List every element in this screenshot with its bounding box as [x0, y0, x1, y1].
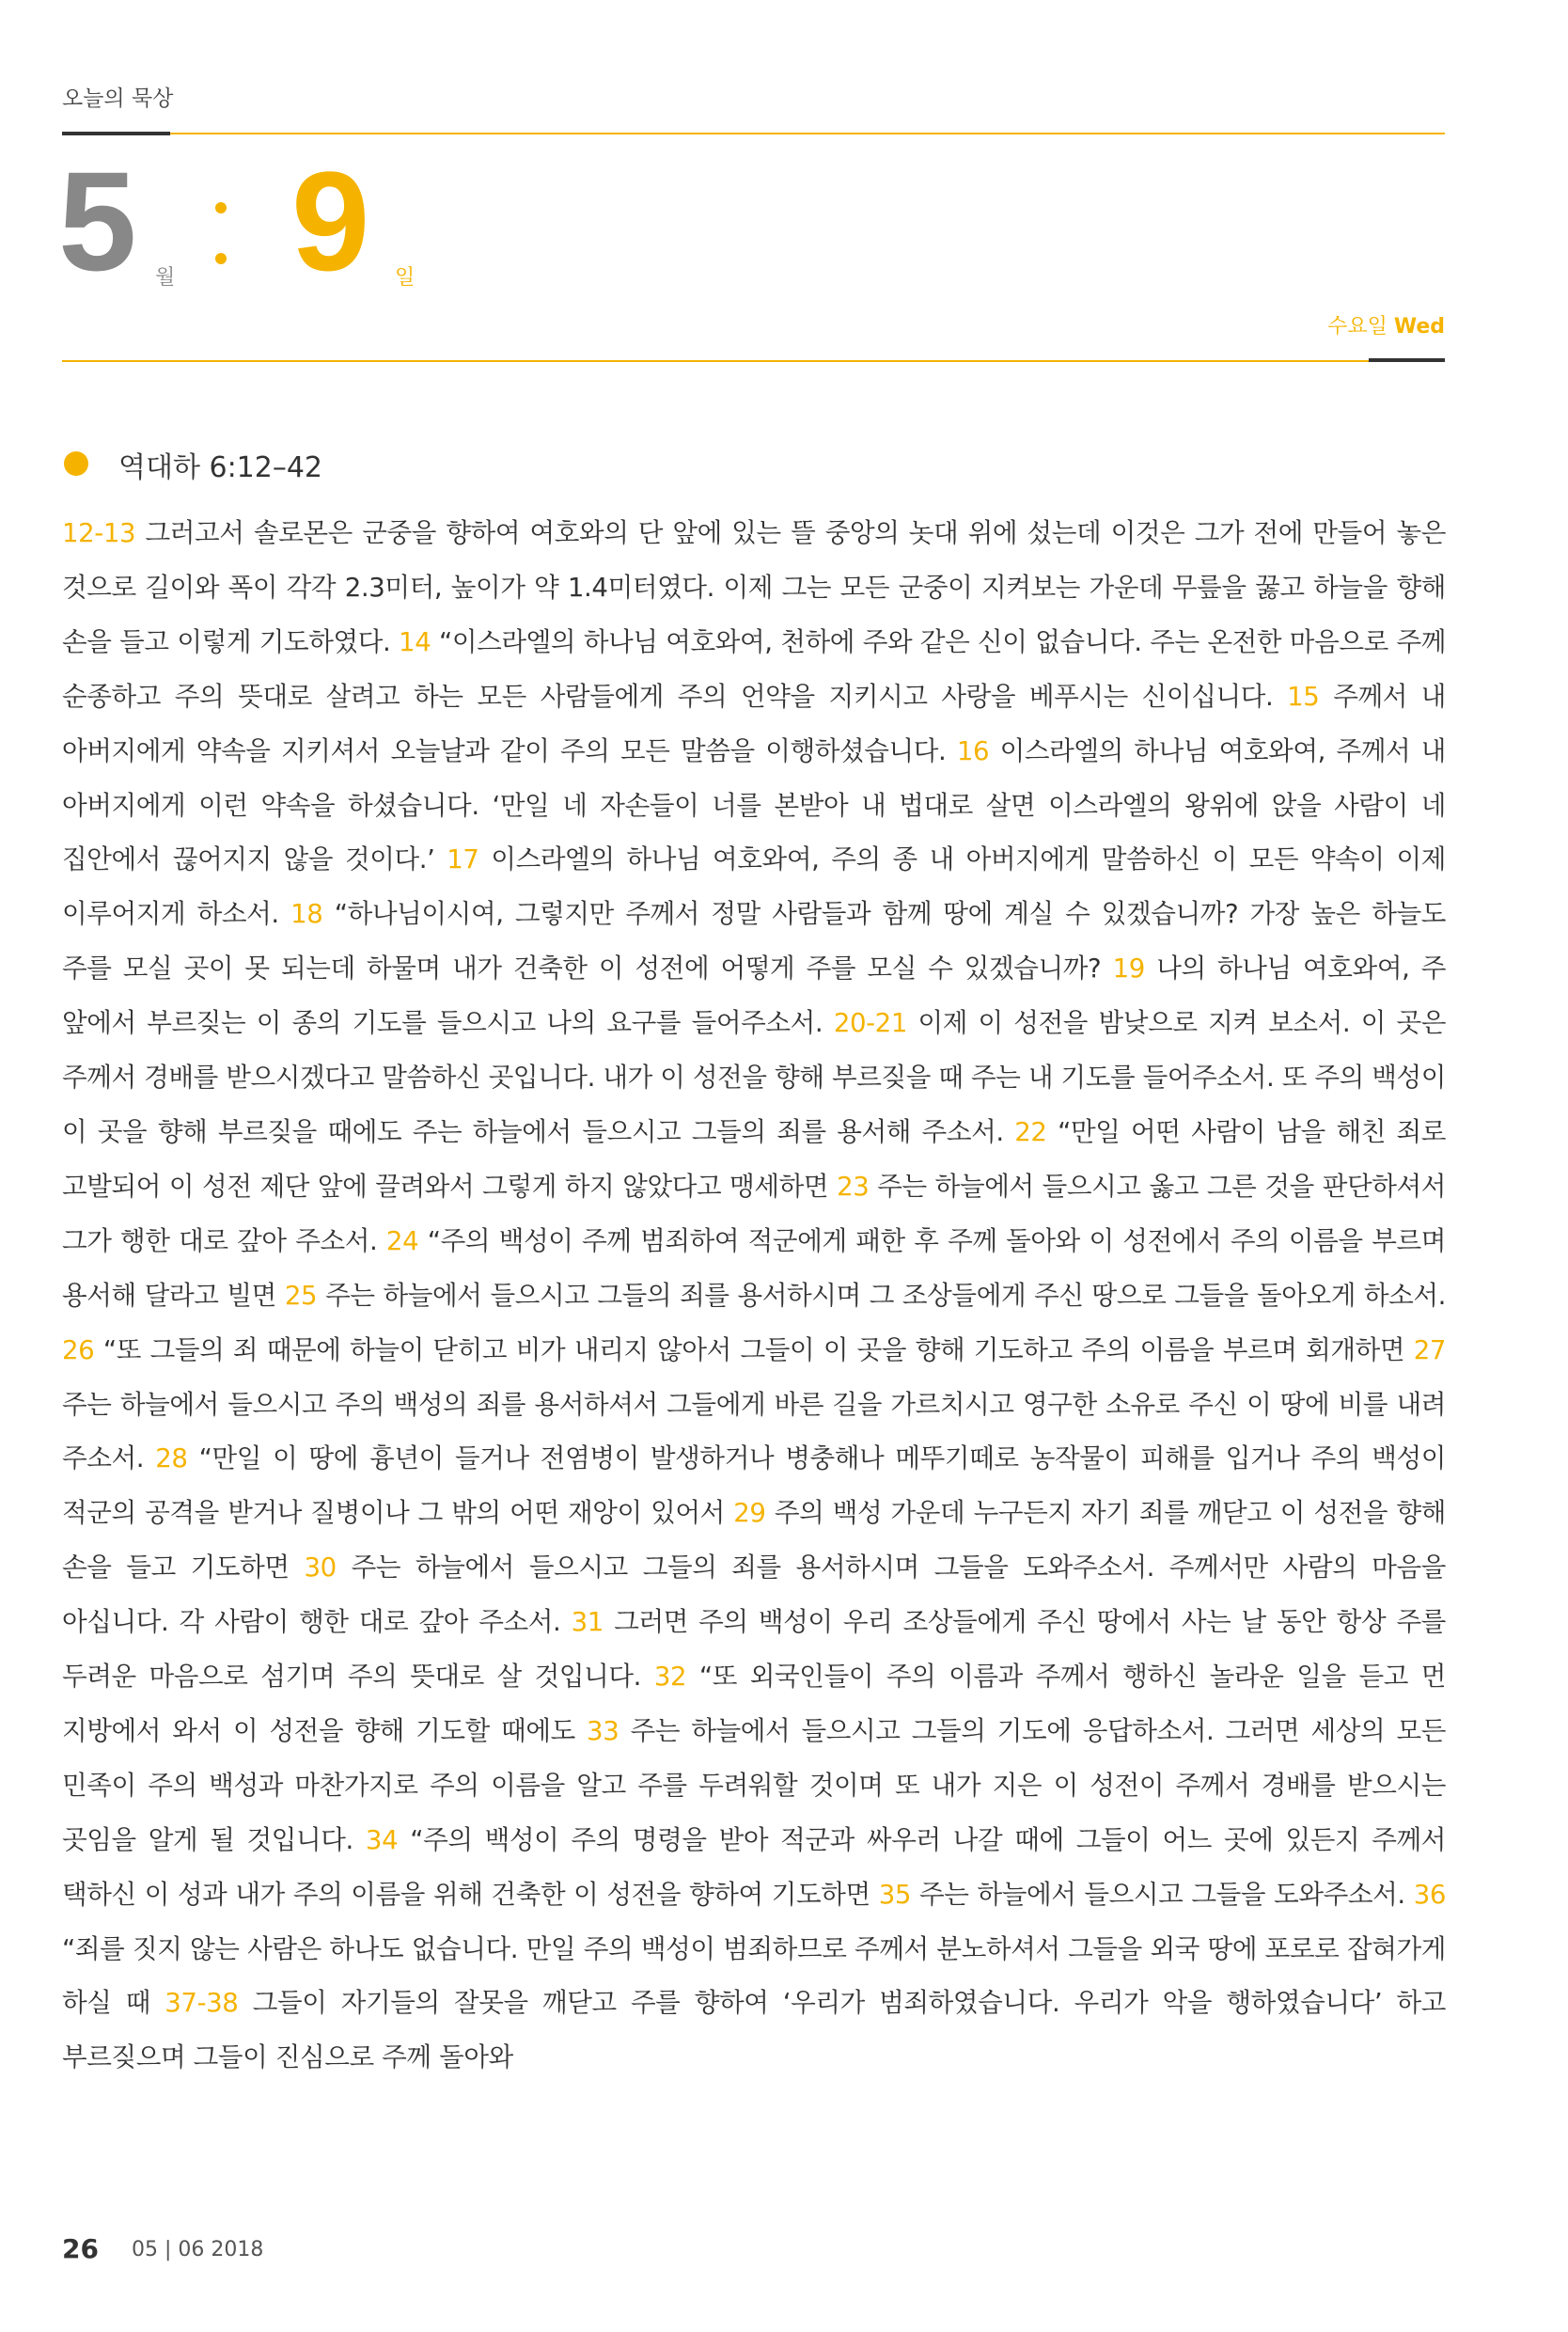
- verse-number: 20-21: [833, 1007, 907, 1039]
- verse-text: 주는 하늘에서 들으시고 그들의 기도에 응답하소서. 그러면 세상의 모든 민족이 주의 백성과 마찬가지로 주의 이름을 알고 주를 두려워할 것이며 또 내가 지은 이 성전이 주께서 경배를 받으시는 곳임을 알게 될 것입니다.: [62, 1714, 1446, 1855]
- verse-text: 나의 하나님 여호와여, 주 앞에서 부르짖는 이 종의 기도를 들으시고 나의 요구를 들어주소서.: [62, 953, 1446, 1039]
- verse-number: 17: [447, 843, 479, 875]
- verse-text: 그들이 자기들의 잘못을 깨닫고 주를 향하여 ‘우리가 범죄하였습니다. 우리가 악을 행하였습니다’ 하고 부르짖으며 그들이 진심으로 주께 돌아와: [62, 1987, 1446, 2073]
- section-label: 오늘의 묵상: [62, 87, 174, 111]
- verse-number: 37-38: [165, 1987, 239, 2019]
- verse-number: 30: [304, 1552, 337, 1584]
- bullet-dot-icon: [64, 451, 88, 476]
- month-number: 5: [58, 142, 137, 300]
- verse-number: 26: [62, 1333, 95, 1365]
- passage-reference: 역대하 6:12–42: [118, 451, 323, 484]
- verse-number: 23: [837, 1170, 870, 1202]
- verse-number: 24: [385, 1224, 419, 1256]
- verse-number: 31: [571, 1606, 604, 1638]
- verse-number: 18: [290, 898, 323, 930]
- verse-text: “죄를 짓지 않는 사람은 하나도 없습니다. 만일 주의 백성이 범죄하므로 주께서 분노하셔서 그들을 외국 땅에 포로로 잡혀가게 하실 때: [62, 1932, 1446, 2019]
- verse-number: 32: [653, 1661, 687, 1693]
- verse-text: 주는 하늘에서 들으시고 그들의 죄를 용서하시며 그 조상들에게 주신 땅으로 그들을 돌아오게 하소서.: [325, 1279, 1447, 1311]
- colon-dot-bottom: [215, 253, 227, 264]
- date-colon-separator: [215, 202, 227, 268]
- verse-number: 28: [155, 1442, 188, 1474]
- header-divider-dark: [1369, 358, 1445, 362]
- verse-text: 주의 백성 가운데 누구든지 자기 죄를 깨닫고 이 성전을 향해 손을 들고 기도하면: [62, 1497, 1447, 1584]
- verse-text: “주의 백성이 주께 범죄하여 적군에게 패한 후 주께 돌아와 이 성전에서 주의 이름을 부르며 용서해 달라고 빌면: [62, 1224, 1446, 1311]
- verse-text: 그러면 주의 백성이 우리 조상들에게 주신 땅에서 사는 날 동안 항상 주를 두려운 마음으로 섬기며 주의 뜻대로 살 것입니다.: [62, 1606, 1447, 1693]
- verse-number: 35: [878, 1878, 912, 1910]
- issue-date: 05 | 06 2018: [132, 2238, 264, 2261]
- weekday-korean: 수요일: [1327, 315, 1388, 339]
- verse-number: 16: [956, 734, 990, 766]
- page-number: 26: [62, 2233, 99, 2264]
- colon-dot-top: [215, 202, 227, 213]
- verse-text: “만일 어떤 사람이 남을 해친 죄로 고발되어 이 성전 제단 앞에 끌려와서 그렇게 하지 않았다고 맹세하면: [62, 1115, 1447, 1202]
- verse-number: 29: [733, 1497, 766, 1529]
- verse-number: 14: [399, 625, 431, 657]
- verse-number: 25: [284, 1279, 318, 1311]
- verse-number: 36: [1413, 1878, 1447, 1910]
- verse-text: 주는 하늘에서 들으시고 옳고 그른 것을 판단하셔서 그가 행한 대로 갚아 주소서.: [62, 1170, 1446, 1256]
- header-divider-accent: [62, 360, 1369, 362]
- verse-text: 주는 하늘에서 들으시고 주의 백성의 죄를 용서하셔서 그들에게 바른 길을 가르치시고 영구한 소유로 주신 이 땅에 비를 내려 주소서.: [62, 1388, 1446, 1474]
- verse-text: “주의 백성이 주의 명령을 받아 적군과 싸우러 나갈 때에 그들이 어느 곳에 있든지 주께서 택하신 이 성과 내가 주의 이름을 위해 건축한 이 성전을 향하여 기도하면: [62, 1823, 1447, 1910]
- verse-text: 이스라엘의 하나님 여호와여, 주께서 내 아버지에게 이런 약속을 하셨습니다. ‘만일 네 자손들이 너를 본받아 내 법대로 살면 이스라엘의 왕위에 앉을 사람이 네 집안에서 끊어지지 않을 것이다.’: [62, 734, 1447, 875]
- weekday-label: [1327, 310, 1445, 339]
- day-number: 9: [291, 142, 370, 300]
- verse-text: 주께서 내 아버지에게 약속을 지키셔서 오늘날과 같이 주의 모든 말씀을 이행하셨습니다.: [62, 680, 1446, 766]
- verse-text: 이제 이 성전을 밤낮으로 지켜 보소서. 이 곳은 주께서 경배를 받으시겠다고 말씀하신 곳입니다. 내가 이 성전을 향해 부르짖을 때 주는 내 기도를 들어주소서. 또 주의 백성이 이 곳을 향해 부르짖을 때에도 주는 하늘에서 들으시고 그들의 죄를 용서해 주소서.: [62, 1007, 1447, 1147]
- month-unit: 월: [155, 266, 176, 290]
- top-divider-dark: [62, 132, 170, 135]
- verse-number: 15: [1287, 680, 1320, 712]
- verse-number: 22: [1014, 1115, 1047, 1147]
- weekday-english: Wed: [1393, 315, 1445, 339]
- top-divider-accent: [170, 133, 1445, 134]
- verse-text: 주는 하늘에서 들으시고 그들을 도와주소서.: [919, 1878, 1405, 1910]
- verse-text: “만일 이 땅에 흉년이 들거나 전염병이 발생하거나 병충해나 메뚜기떼로 농작물이 피해를 입거나 주의 백성이 적군의 공격을 받거나 질병이나 그 밖의 어떤 재앙이 있어서: [62, 1442, 1446, 1529]
- verse-number: 12-13: [62, 517, 136, 548]
- day-unit: 일: [395, 266, 416, 290]
- verse-text: 주는 하늘에서 들으시고 그들의 죄를 용서하시며 그들을 도와주소서. 주께서만 사람의 마음을 아십니다. 각 사람이 행한 대로 갚아 주소서.: [62, 1552, 1446, 1638]
- verse-number: 19: [1112, 953, 1145, 985]
- verse-text: “또 그들의 죄 때문에 하늘이 닫히고 비가 내리지 않아서 그들이 이 곳을 향해 기도하고 주의 이름을 부르며 회개하면: [102, 1333, 1405, 1365]
- verse-text: “또 외국인들이 주의 이름과 주께서 행하신 놀라운 일을 듣고 먼 지방에서 와서 이 성전을 향해 기도할 때에도: [62, 1661, 1447, 1746]
- verse-number: 34: [365, 1823, 399, 1855]
- verse-text: 이스라엘의 하나님 여호와여, 주의 종 내 아버지에게 말씀하신 이 모든 약속이 이제 이루어지게 하소서.: [62, 843, 1447, 930]
- scripture-body: [62, 506, 1446, 2085]
- verse-number: 33: [587, 1714, 619, 1746]
- verse-text: 그러고서 솔로몬은 군중을 향하여 여호와의 단 앞에 있는 뜰 중앙의 놋대 위에 섰는데 이것은 그가 전에 만들어 놓은 것으로 길이와 폭이 각각 2.3미터, 높이가 약 1.4미터였다. 이제 그는 모든 군중이 지켜보는 가운데 무릎을 꿇고 하늘을 향해 손을 들고 이렇게 기도하였다.: [62, 517, 1446, 657]
- verse-number: 27: [1413, 1333, 1447, 1365]
- verse-text: “이스라엘의 하나님 여호와여, 천하에 주와 같은 신이 없습니다. 주는 온전한 마음으로 주께 순종하고 주의 뜻대로 살려고 하는 모든 사람들에게 주의 언약을 지키시고 사랑을 베푸시는 신이십니다.: [62, 625, 1446, 712]
- verse-text: “하나님이시여, 그렇지만 주께서 정말 사람들과 함께 땅에 계실 수 있겠습니까? 가장 높은 하늘도 주를 모실 곳이 못 되는데 하물며 내가 건축한 이 성전에 어떻게 주를 모실 수 있겠습니까?: [62, 898, 1447, 985]
